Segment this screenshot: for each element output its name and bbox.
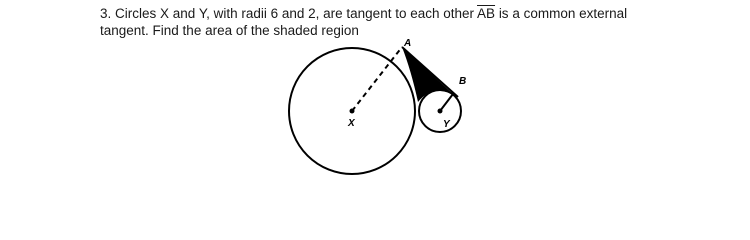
problem-text-before: Circles X and Y, with radii 6 and 2, are tangent to each other bbox=[115, 6, 475, 21]
label-b: B bbox=[459, 76, 467, 87]
label-x: X bbox=[348, 118, 355, 129]
problem-line-1 bbox=[100, 5, 740, 22]
problem-line-2: tangent. Find the area of the shaded region bbox=[100, 23, 359, 38]
label-a: A bbox=[404, 38, 412, 49]
center-y-dot bbox=[438, 109, 443, 114]
label-y: Y bbox=[443, 119, 450, 130]
problem-text-after: is a common external bbox=[498, 6, 628, 21]
problem-statement bbox=[100, 5, 740, 39]
radius-xa bbox=[352, 47, 402, 111]
center-x-dot bbox=[350, 109, 355, 114]
segment-ab-overline: $\overline{AB}$ bbox=[477, 6, 496, 21]
geometry-figure bbox=[270, 36, 500, 185]
radius-yb bbox=[440, 94, 453, 111]
problem-number: 3. bbox=[100, 6, 112, 21]
figure-svg bbox=[270, 36, 500, 180]
